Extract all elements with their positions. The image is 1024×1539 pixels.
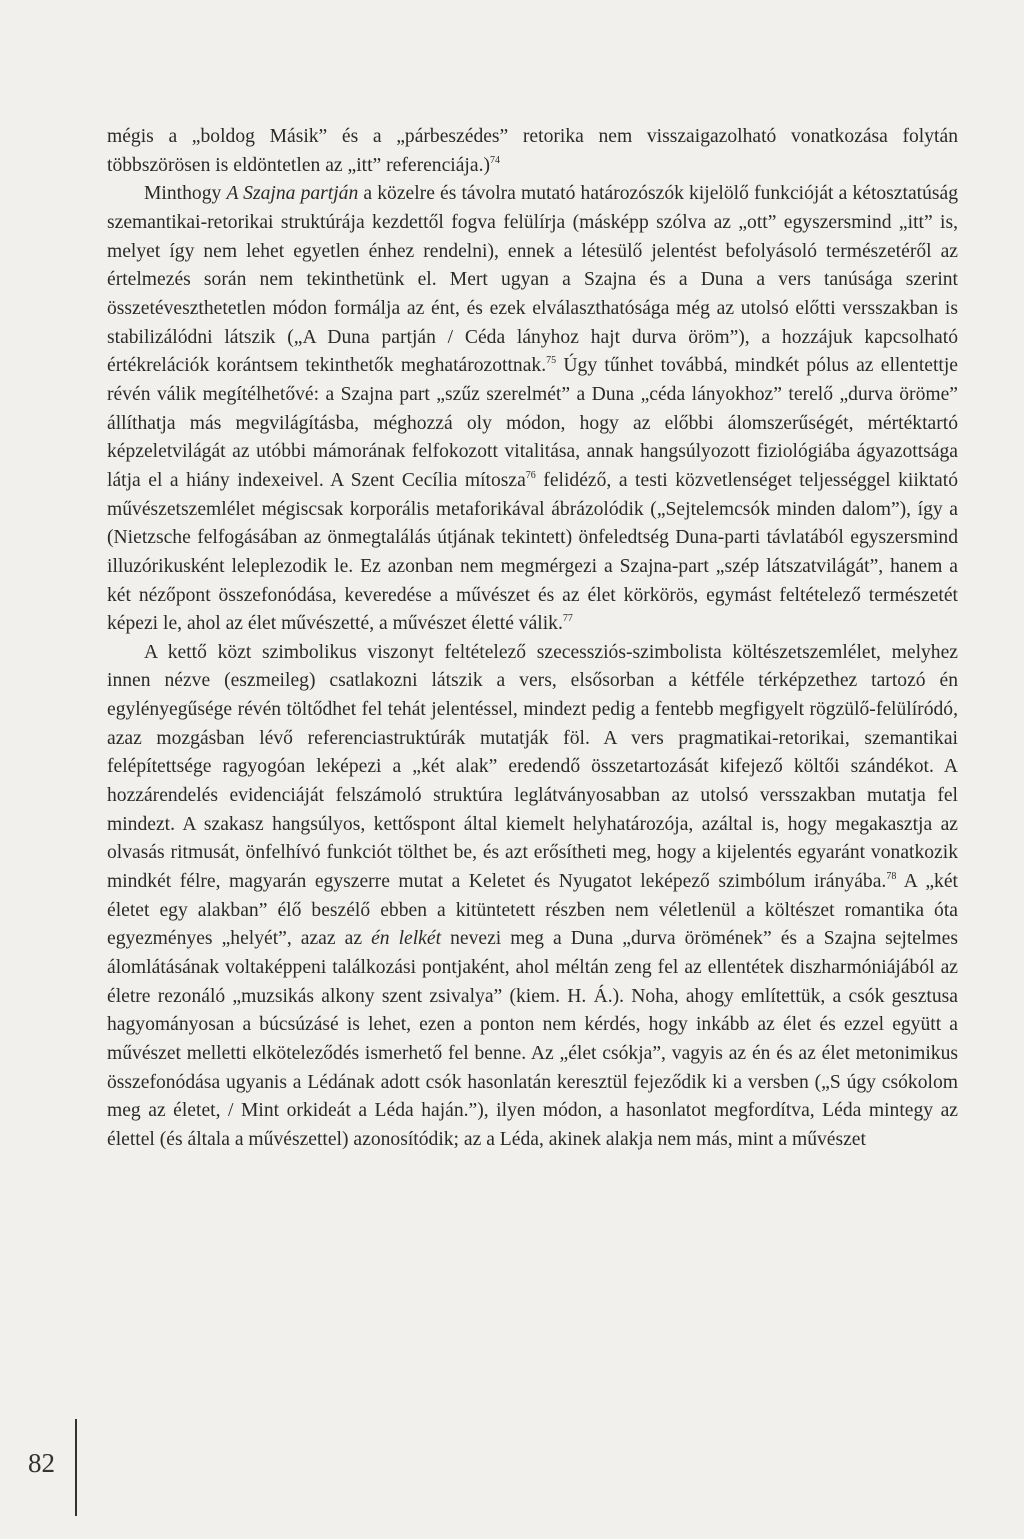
footnote-ref: 77 — [562, 613, 573, 625]
paragraph — [107, 123, 958, 180]
text-run: A kettő közt szimbolikus viszonyt feltételező szecessziós-szimbolista költészetszemlélet, melyhez innen nézve (eszmeileg) csatlakozni látszik a vers, elsősorban a kétféle térképzethez tartozó én egylényegűsége révén töltődhet fel tehát jelentéssel, mindezt pedig a fentebb megfigyelt rögzülő-felülíródó, azaz mozgásban lévő referenciastruktúrák mutatják föl. A vers pragmatikai-retorikai, szemantikai felépítettsége ragyogóan leképezi a „két alak” eredendő összetartozását kifejező költői szándékot. A hozzárendelés evidenciáját felszámoló struktúra leglátványosabban az utolsó versszakban mutatja fel mindezt. A szakasz hangsúlyos, kettőspont által kiemelt helyhatározója, azáltal is, hogy megakasztja az olvasás ritmusát, önfelhívó funkciót tölthet be, és azt erősítheti meg, hogy a kijelentés egyaránt vonatkozik mindkét félre, magyarán egyszerre mutat a Keletet és Nyugatot leképező szimbólum irányába. — [107, 641, 958, 893]
italic-text: én lelkét — [371, 928, 442, 950]
paragraph — [107, 639, 958, 1155]
text-run: nevezi meg a Duna „durva örömének” és a Szajna sejtelmes álomlátásának voltaképpeni találkozási pontjaként, ahol méltán zeng fel az ellentétek diszharmóniájából az életre rezonáló „muzsikás alkony szent zsivalya” (kiem. H. Á.). Noha, ahogy említettük, a csók gesztusa hagyományosan a búcsúzásé is lehet, ezen a ponton nem kérdés, hogy inkább az élet és ezzel együtt a művészet melletti elköteleződés ismerhető fel benne. Az „élet csókja”, vagyis az én és az élet metonimikus összefonódása ugyanis a Lédának adott csók hasonlatán keresztül fejeződik ki a versben („S úgy csókolom meg az életet, / Mint orkideát a Léda haján.”), ilyen módon, a hasonlatot megfordítva, Léda mintegy az élettel (és általa a művészettel) azonosítódik; az a Léda, akinek alakja nem más, mint a művészet — [107, 928, 958, 1150]
footnote-ref: 74 — [490, 154, 500, 166]
text-run: mégis a „boldog Másik” és a „párbeszédes” retorika nem visszaigazolható vonatkozása folytán többszörösen is eldöntetlen az „itt” referenciája.) — [107, 126, 958, 176]
text-run: A „két életet egy alakban” élő beszélő ebben a kitüntetett részben nem véletlenül a költészet romantika óta egyezményes „helyét”, azaz az — [107, 871, 958, 950]
paragraph — [107, 180, 958, 639]
footnote-ref: 75 — [546, 355, 557, 367]
body-text — [107, 123, 958, 1155]
footnote-ref: 76 — [525, 469, 536, 481]
text-run: a közelre és távolra mutató határozószók kijelölő funkcióját a kétosztatúság szemantikai-retorikai struktúrája kezdettől fogva felülírja (másképp szólva az „ott” egyszersmind „itt” is, melyet így nem lehet egyetlen énhez rendelni), ennek a létesülő jelentést befolyásoló természetéről az értelmezés során nem tekinthetünk el. Mert ugyan a Szajna és a Duna a vers tanúsága szerint összetéveszthetetlen módon formálja az ént, és ezek elválaszthatósága még az utolsó előtti versszakban is stabilizálódni látszik („A Duna partján / Céda lányhoz hajt durva öröm”), a hozzájuk kapcsolható értékrelációk korántsem tekinthetők meghatározottnak. — [107, 183, 959, 377]
text-run: Minthogy — [144, 183, 227, 205]
text-run: Úgy tűnhet továbbá, mindkét pólus az ellentettje révén válik megítélhetővé: a Szajna part „szűz szerelmét” a Duna „céda lányokhoz” terelő „durva öröme” állíthatja más megvilágításba, méghozzá oly módon, hogy az előbbi álomszerűségét, mértéktartó képzeletvilágát az utóbbi mámorának felfokozott vitalitása, annak hangsúlyozott fiziológiába ágyazottsága látja el a hiány indexeivel. A Szent Cecília mítosza — [107, 355, 959, 491]
text-run: felidéző, a testi közvetlenséget teljességgel kiiktató művészetszemlélet mégiscsak korporális metaforikával ábrázolódik („Sejtelemcsók minden dalom”), így a (Nietzsche felfogásában az önmegtalálás útjának tekintett) önfeledtség Duna-parti távlatából egyszersmind illuzórikusként leleplezodik le. Ez azonban nem megmérgezi a Szajna-part „szép látszatvilágát”, hanem a két nézőpont összefonódása, keveredése a művészet és az élet körkörös, egymást feltételező természetét képezi le, ahol az élet művészetté, a művészet életté válik. — [107, 469, 958, 635]
footnote-ref: 78 — [886, 871, 897, 883]
page-number-rule — [75, 1419, 77, 1516]
italic-text: A Szajna partján — [226, 183, 359, 205]
page-number: 82 — [28, 1448, 55, 1478]
